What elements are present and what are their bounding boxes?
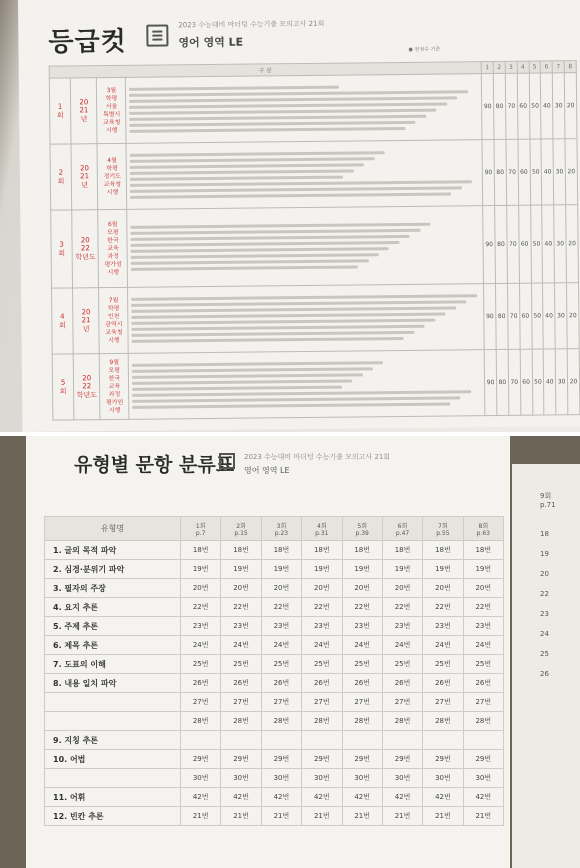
grade-cut-cell: 30 <box>555 349 568 415</box>
grade-cut-cell: 30 <box>552 73 565 139</box>
type-cell: 12. 빈칸 추론 <box>45 807 181 826</box>
question-number-cell: 29번 <box>181 750 221 769</box>
question-number-cell: 28번 <box>302 712 342 731</box>
round-header: 8회 p.63 <box>463 517 503 541</box>
question-number-cell: 42번 <box>382 788 422 807</box>
question-number-cell <box>181 731 221 750</box>
question-number-cell: 25번 <box>423 655 463 674</box>
grade-cut-cell: 70 <box>508 349 521 415</box>
text-line <box>130 151 385 157</box>
question-number-cell: 28번 <box>463 712 503 731</box>
grade-cut-cell: 90 <box>483 206 496 284</box>
text-line <box>129 96 457 102</box>
grade-header: 2 <box>493 61 505 73</box>
question-number-cell: 24번 <box>261 636 301 655</box>
table-row <box>52 349 580 421</box>
question-number-cell: 27번 <box>302 693 342 712</box>
type-cell <box>45 693 181 712</box>
question-number-cell: 26번 <box>181 674 221 693</box>
question-number-cell: 24번 <box>181 636 221 655</box>
question-number-cell: 27번 <box>221 693 261 712</box>
question-number-cell: 22번 <box>221 598 261 617</box>
question-number-cell: 26번 <box>382 674 422 693</box>
grade-cut-cell: 40 <box>541 139 554 205</box>
question-number-cell: 25번 <box>181 655 221 674</box>
round-cell: 2 회 <box>50 144 72 210</box>
question-number-cell: 22번 <box>342 598 382 617</box>
facing-value: 22 <box>540 590 549 598</box>
table-row <box>45 807 504 826</box>
question-number-cell: 26번 <box>221 674 261 693</box>
question-number-cell: 22번 <box>261 598 301 617</box>
exam-cell: 9월 모평 한국 교육 과정 평가원 시행 <box>100 353 130 419</box>
book-icon <box>146 24 168 46</box>
question-number-cell: 18번 <box>302 541 342 560</box>
text-line <box>131 259 368 264</box>
text-line <box>130 103 447 109</box>
text-line <box>131 223 431 229</box>
question-number-cell: 42번 <box>423 788 463 807</box>
question-number-cell: 19번 <box>382 560 422 579</box>
year-cell: 20 21 년 <box>70 78 97 144</box>
text-line <box>130 109 437 115</box>
grade-cut-page <box>18 0 580 432</box>
question-number-cell: 27번 <box>261 693 301 712</box>
question-number-cell: 30번 <box>423 769 463 788</box>
question-number-cell: 22번 <box>382 598 422 617</box>
question-number-cell: 19번 <box>342 560 382 579</box>
grade-cut-cell: 80 <box>496 349 509 415</box>
question-number-cell <box>261 731 301 750</box>
question-number-cell: 20번 <box>342 579 382 598</box>
description-cell <box>126 140 482 210</box>
grade-cut-cell: 70 <box>506 205 519 283</box>
grade-cut-cell: 50 <box>529 73 542 139</box>
grade-cut-cell: 30 <box>553 139 566 205</box>
grade-cut-cell: 60 <box>517 73 530 139</box>
question-number-cell: 20번 <box>423 579 463 598</box>
question-number-cell: 24번 <box>423 636 463 655</box>
question-number-cell: 23번 <box>181 617 221 636</box>
type-cell <box>45 769 181 788</box>
facing-header: 9회 p.71 <box>540 492 556 509</box>
question-number-cell: 25번 <box>463 655 503 674</box>
question-number-cell: 21번 <box>181 807 221 826</box>
type-cell: 6. 제목 추론 <box>45 636 181 655</box>
question-number-cell: 19번 <box>423 560 463 579</box>
question-number-cell: 23번 <box>423 617 463 636</box>
table-row <box>45 769 504 788</box>
grade-header: 3 <box>505 61 517 73</box>
round-cell: 3 회 <box>51 210 73 288</box>
grade-cut-cell: 70 <box>507 283 520 349</box>
question-number-cell: 30번 <box>302 769 342 788</box>
grade-cut-cell: 90 <box>481 74 494 140</box>
round-cell: 1 회 <box>49 78 71 144</box>
question-number-cell: 18번 <box>261 541 301 560</box>
question-number-cell: 20번 <box>463 579 503 598</box>
type-header: 유형명 <box>45 517 181 541</box>
text-line <box>130 192 451 198</box>
facing-value: 23 <box>540 610 549 618</box>
question-number-cell <box>302 731 342 750</box>
question-number-cell <box>463 731 503 750</box>
table-header-row <box>45 517 504 541</box>
question-number-cell: 29번 <box>221 750 261 769</box>
year-cell: 20 21 년 <box>73 288 100 354</box>
year-cell: 20 21 년 <box>71 144 98 210</box>
question-number-cell: 24번 <box>342 636 382 655</box>
question-number-cell: 21번 <box>261 807 301 826</box>
question-number-cell: 26번 <box>302 674 342 693</box>
text-line <box>130 163 364 168</box>
grade-cut-cell: 20 <box>566 205 579 283</box>
question-number-cell: 20번 <box>382 579 422 598</box>
question-number-cell: 21번 <box>382 807 422 826</box>
question-number-cell: 20번 <box>261 579 301 598</box>
question-number-cell: 23번 <box>221 617 261 636</box>
question-number-cell: 42번 <box>302 788 342 807</box>
grade-cut-cell: 80 <box>493 73 506 139</box>
question-number-cell: 29번 <box>342 750 382 769</box>
text-line <box>130 115 426 121</box>
type-cell: 10. 어법 <box>45 750 181 769</box>
question-number-cell: 25번 <box>382 655 422 674</box>
table-row <box>45 788 504 807</box>
question-number-cell: 23번 <box>382 617 422 636</box>
grade-header: 1 <box>481 62 493 74</box>
question-number-cell: 30번 <box>261 769 301 788</box>
page-title: 유형별 문항 분류표 <box>74 454 235 476</box>
grade-cut-cell: 70 <box>506 139 519 205</box>
text-line <box>132 361 383 367</box>
grade-cut-cell: 90 <box>484 350 497 416</box>
text-line <box>131 253 379 259</box>
table-row <box>49 73 577 145</box>
question-number-cell: 21번 <box>342 807 382 826</box>
table-row <box>45 636 504 655</box>
grade-cut-cell: 20 <box>564 73 577 139</box>
text-line <box>131 229 420 235</box>
question-number-cell: 26번 <box>342 674 382 693</box>
question-number-cell: 30번 <box>463 769 503 788</box>
question-number-cell: 18번 <box>181 541 221 560</box>
grade-cut-cell: 40 <box>544 349 557 415</box>
grade-cut-cell: 60 <box>520 349 533 415</box>
question-number-cell: 28번 <box>261 712 301 731</box>
grade-cut-cell: 90 <box>482 140 495 206</box>
text-line <box>130 127 406 133</box>
table-row <box>45 655 504 674</box>
text-line <box>131 265 358 270</box>
question-number-cell: 19번 <box>221 560 261 579</box>
text-line <box>130 186 461 192</box>
grade-header: 4 <box>517 61 529 73</box>
type-cell: 2. 심경·분위기 파악 <box>45 560 181 579</box>
question-number-cell: 24번 <box>221 636 261 655</box>
table-row <box>45 579 504 598</box>
header-group: 구 분 <box>49 62 481 79</box>
facing-value: 24 <box>540 630 549 638</box>
question-number-cell: 42번 <box>463 788 503 807</box>
type-cell: 11. 어휘 <box>45 788 181 807</box>
question-number-cell: 23번 <box>302 617 342 636</box>
description-cell <box>129 350 485 420</box>
question-number-cell: 19번 <box>181 560 221 579</box>
text-line <box>133 402 450 408</box>
text-line <box>130 157 374 163</box>
question-number-cell: 28번 <box>181 712 221 731</box>
facing-value: 25 <box>540 650 549 658</box>
question-number-cell: 18번 <box>382 541 422 560</box>
question-number-cell: 23번 <box>342 617 382 636</box>
grade-cut-cell: 80 <box>495 283 508 349</box>
year-cell: 20 22 학년도 <box>72 210 99 288</box>
question-number-cell: 26번 <box>463 674 503 693</box>
facing-value: 20 <box>540 570 549 578</box>
text-line <box>132 325 425 331</box>
round-header: 3회 p.23 <box>261 517 301 541</box>
table-row <box>45 731 504 750</box>
question-number-cell: 22번 <box>463 598 503 617</box>
table-row <box>45 693 504 712</box>
table-row <box>52 283 580 355</box>
type-cell: 8. 내용 일치 파악 <box>45 674 181 693</box>
grade-cut-cell: 20 <box>565 139 578 205</box>
question-number-cell: 42번 <box>342 788 382 807</box>
question-number-cell: 30번 <box>382 769 422 788</box>
question-number-cell: 25번 <box>221 655 261 674</box>
grade-header: 7 <box>552 61 564 73</box>
question-number-cell: 19번 <box>302 560 342 579</box>
subject-label: 영어 영역 LE <box>178 35 244 50</box>
type-classification-table <box>44 516 504 826</box>
question-number-cell: 30번 <box>221 769 261 788</box>
grade-cut-cell: 80 <box>494 139 507 205</box>
question-number-cell: 23번 <box>261 617 301 636</box>
grade-cut-cell: 60 <box>518 205 531 283</box>
question-number-cell: 27번 <box>423 693 463 712</box>
type-cell: 9. 지칭 추론 <box>45 731 181 750</box>
legend-note: ● 원점수 기준 <box>408 46 441 53</box>
description-cell <box>126 74 482 144</box>
question-number-cell: 20번 <box>302 579 342 598</box>
round-header: 7회 p.55 <box>423 517 463 541</box>
text-line <box>132 337 404 343</box>
text-line <box>129 86 338 91</box>
text-line <box>132 386 341 391</box>
exam-cell: 7월 학평 인천 광역시 교육청 시행 <box>99 287 129 353</box>
question-number-cell: 21번 <box>302 807 342 826</box>
page-subtitle: 2023 수능대비 마더텅 수능기출 모의고사 21회 <box>244 453 391 461</box>
round-header: 2회 p.15 <box>221 517 261 541</box>
grade-cut-cell: 20 <box>567 283 580 349</box>
question-number-cell: 25번 <box>261 655 301 674</box>
type-cell: 3. 필자의 주장 <box>45 579 181 598</box>
grade-cut-cell: 70 <box>505 73 518 139</box>
type-cell: 7. 도표의 이해 <box>45 655 181 674</box>
grade-header: 5 <box>529 61 541 73</box>
text-line <box>133 396 461 402</box>
question-number-cell: 27번 <box>463 693 503 712</box>
question-number-cell: 42번 <box>221 788 261 807</box>
type-cell: 4. 요지 추론 <box>45 598 181 617</box>
facing-page <box>512 464 580 868</box>
text-line <box>132 313 446 319</box>
question-number-cell: 42번 <box>261 788 301 807</box>
question-number-cell: 19번 <box>261 560 301 579</box>
question-number-cell: 29번 <box>382 750 422 769</box>
grade-cut-cell: 40 <box>541 73 554 139</box>
question-number-cell: 19번 <box>463 560 503 579</box>
description-cell <box>127 206 484 288</box>
question-number-cell: 26번 <box>423 674 463 693</box>
table-row <box>45 674 504 693</box>
exam-cell: 4월 학평 경기도 교육청 시행 <box>97 143 127 209</box>
question-number-cell: 21번 <box>463 807 503 826</box>
type-cell <box>45 712 181 731</box>
question-number-cell: 18번 <box>423 541 463 560</box>
text-line <box>132 306 456 312</box>
question-number-cell: 24번 <box>302 636 342 655</box>
table-row <box>45 541 504 560</box>
question-number-cell: 28번 <box>221 712 261 731</box>
exam-cell: 6월 모평 한국 교육 과정 평가원 시행 <box>98 209 128 287</box>
question-number-cell: 27번 <box>382 693 422 712</box>
round-cell: 4 회 <box>52 288 74 354</box>
question-number-cell: 21번 <box>423 807 463 826</box>
bottom-photo <box>0 436 580 868</box>
table-row <box>51 205 579 289</box>
text-line <box>130 176 343 181</box>
facing-value: 26 <box>540 670 549 678</box>
question-number-cell <box>423 731 463 750</box>
table-row <box>45 712 504 731</box>
question-number-cell: 42번 <box>181 788 221 807</box>
table-row <box>45 617 504 636</box>
book-icon <box>219 453 235 469</box>
question-number-cell: 29번 <box>261 750 301 769</box>
grade-cut-cell: 40 <box>543 283 556 349</box>
text-line <box>131 235 410 241</box>
table-row <box>45 560 504 579</box>
question-number-cell: 28번 <box>342 712 382 731</box>
grade-cut-cell: 50 <box>530 205 543 283</box>
question-number-cell: 28번 <box>423 712 463 731</box>
question-number-cell: 29번 <box>463 750 503 769</box>
grade-cut-cell: 60 <box>518 139 531 205</box>
grade-cut-cell: 80 <box>495 205 508 283</box>
question-number-cell: 18번 <box>463 541 503 560</box>
question-number-cell: 24번 <box>463 636 503 655</box>
text-line <box>131 241 400 247</box>
subject-label: 영어 영역 LE <box>244 466 290 475</box>
grade-header: 6 <box>541 61 553 73</box>
question-number-cell <box>382 731 422 750</box>
question-number-cell: 30번 <box>181 769 221 788</box>
grade-cut-cell: 50 <box>532 349 545 415</box>
grade-cut-cell: 50 <box>529 139 542 205</box>
facing-value: 18 <box>540 530 549 538</box>
question-number-cell: 30번 <box>342 769 382 788</box>
round-header: 1회 p.7 <box>181 517 221 541</box>
page-title: 등급컷 <box>48 26 127 58</box>
top-photo <box>0 0 580 432</box>
page-subtitle: 2023 수능대비 마더텅 수능기출 모의고사 21회 <box>178 19 325 30</box>
text-line <box>130 121 416 127</box>
grade-cut-cell: 50 <box>531 283 544 349</box>
question-number-cell: 25번 <box>342 655 382 674</box>
round-cell: 5 회 <box>52 354 74 420</box>
text-line <box>132 367 373 373</box>
type-cell: 5. 주제 추론 <box>45 617 181 636</box>
text-line <box>132 319 435 325</box>
question-number-cell <box>342 731 382 750</box>
exam-cell: 3월 학평 서울 특별시 교육청 시행 <box>97 77 127 143</box>
grade-cut-table <box>49 60 580 421</box>
table-row <box>45 750 504 769</box>
question-number-cell: 28번 <box>382 712 422 731</box>
question-number-cell: 20번 <box>221 579 261 598</box>
text-line <box>132 380 352 385</box>
question-number-cell <box>221 731 261 750</box>
question-number-cell: 23번 <box>463 617 503 636</box>
question-number-cell: 20번 <box>181 579 221 598</box>
question-number-cell: 22번 <box>181 598 221 617</box>
question-number-cell: 25번 <box>302 655 342 674</box>
text-line <box>130 169 353 174</box>
text-line <box>131 247 389 253</box>
grade-header: 8 <box>564 61 576 73</box>
year-cell: 20 22 학년도 <box>73 354 100 420</box>
grade-cut-cell: 40 <box>542 205 555 283</box>
facing-page-values <box>540 492 556 684</box>
type-cell: 1. 글의 목적 파악 <box>45 541 181 560</box>
question-number-cell: 27번 <box>342 693 382 712</box>
text-line <box>132 373 362 378</box>
grade-cut-cell: 90 <box>484 284 497 350</box>
question-number-cell: 21번 <box>221 807 261 826</box>
round-header: 6회 p.47 <box>382 517 422 541</box>
description-cell <box>128 284 484 354</box>
text-line <box>132 331 414 337</box>
facing-value: 19 <box>540 550 549 558</box>
question-number-cell: 18번 <box>221 541 261 560</box>
grade-cut-cell: 60 <box>519 283 532 349</box>
table-row <box>45 598 504 617</box>
table-row <box>50 139 578 211</box>
question-number-cell: 29번 <box>302 750 342 769</box>
question-number-cell: 18번 <box>342 541 382 560</box>
question-number-cell: 22번 <box>302 598 342 617</box>
question-number-cell: 26번 <box>261 674 301 693</box>
question-number-cell: 24번 <box>382 636 422 655</box>
question-number-cell: 29번 <box>423 750 463 769</box>
question-number-cell: 22번 <box>423 598 463 617</box>
question-number-cell: 27번 <box>181 693 221 712</box>
round-header: 5회 p.39 <box>342 517 382 541</box>
round-header: 4회 p.31 <box>302 517 342 541</box>
grade-cut-cell: 20 <box>567 349 580 415</box>
grade-cut-cell: 30 <box>555 283 568 349</box>
grade-cut-cell: 30 <box>554 205 567 283</box>
